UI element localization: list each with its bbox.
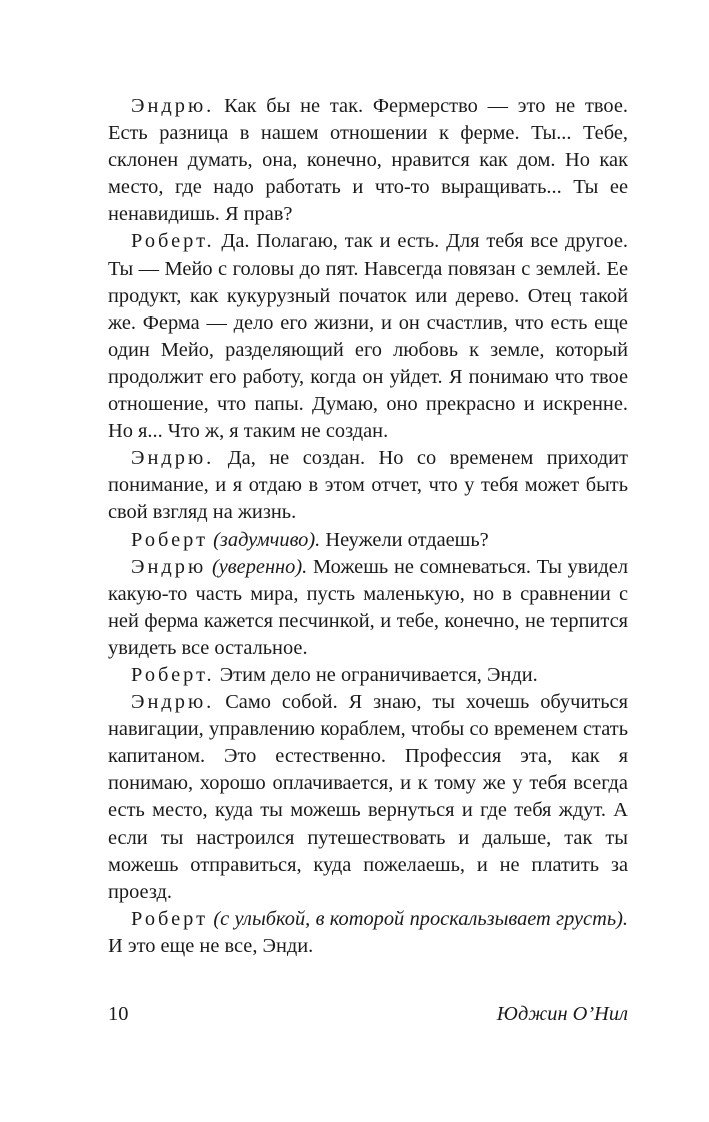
dialogue-text: Можешь не сомневаться. Ты увидел какую-то часть мира, пусть маленькую, но в сравнении с ней ферма кажется песчинкой, и тебе, конечно, не терпится увидеть все остальное.	[108, 555, 628, 659]
dialogue-text: Этим дело не ограничивается, Энди.	[219, 663, 538, 686]
speaker-name: Роберт.	[131, 230, 215, 253]
speaker-name: Роберт.	[131, 663, 215, 686]
speaker-name: Эндрю.	[131, 95, 215, 117]
speaker-name: Роберт	[131, 528, 209, 551]
page-footer	[108, 1001, 628, 1028]
speaker-name: Эндрю.	[131, 691, 215, 714]
speaker-name: Эндрю	[131, 555, 207, 578]
dialogue-text: Неужели отдаешь?	[325, 528, 489, 551]
paragraph-robert-4	[108, 906, 628, 960]
paragraph-robert-3	[108, 662, 628, 689]
speaker-name: Роберт	[131, 907, 209, 930]
speaker-name: Эндрю.	[131, 447, 215, 470]
stage-direction: (задумчиво).	[213, 528, 321, 551]
dialogue-text: Да. Полагаю, так и есть. Для тебя все другое. Ты — Мейо с головы до пят. Навсегда повязан с землей. Ее продукт, как кукурузный початок или дерево. Отец такой же. Ферма — дело его жизни, и он счастлив, что есть еще один Мейо, разделяющий его любовь к земле, который продолжит его работу, когда он уйдет. Я понимаю что твое отношение, что папы. Думаю, оно прекрасно и искренне. Но я... Что ж, я таким не создан.	[108, 230, 628, 443]
dialogue-text: И это еще не все, Энди.	[108, 934, 314, 957]
page-number: 10	[108, 1003, 129, 1025]
paragraph-andrew-4	[108, 689, 628, 906]
stage-direction: (уверенно).	[211, 555, 308, 578]
page-body	[108, 93, 628, 960]
paragraph-andrew-3	[108, 554, 628, 662]
paragraph-robert-1	[108, 228, 628, 445]
paragraph-robert-2	[108, 527, 628, 554]
dialogue-text: Да, не создан. Но со временем приходит понимание, и я отдаю в этом отчет, что у тебя может быть свой взгляд на жизнь.	[108, 447, 628, 524]
running-footer-author: Юджин О’Нил	[496, 1003, 628, 1025]
stage-direction: (с улыбкой, в которой проскальзывает грусть).	[213, 907, 628, 930]
dialogue-text: Само собой. Я знаю, ты хочешь обучиться навигации, управлению кораблем, чтобы со временем стать капитаном. Это естественно. Профессия эта, как я понимаю, хорошо оплачивается, и к тому же у тебя всегда есть место, куда ты можешь вернуться и где тебя ждут. А если ты настроился путешествовать и дальше, так ты можешь отправиться, куда пожелаешь, и не платить за проезд.	[108, 691, 628, 903]
dialogue-text: Как бы не так. Фермерство — это не твое. Есть разница в нашем отношении к ферме. Ты... Тебе, склонен думать, она, конечно, нравится как дом. Но как место, где надо работать и что-то выращивать... Ты ее ненавидишь. Я прав?	[108, 95, 628, 226]
paragraph-andrew-2	[108, 445, 628, 526]
paragraph-andrew-1	[108, 93, 628, 228]
